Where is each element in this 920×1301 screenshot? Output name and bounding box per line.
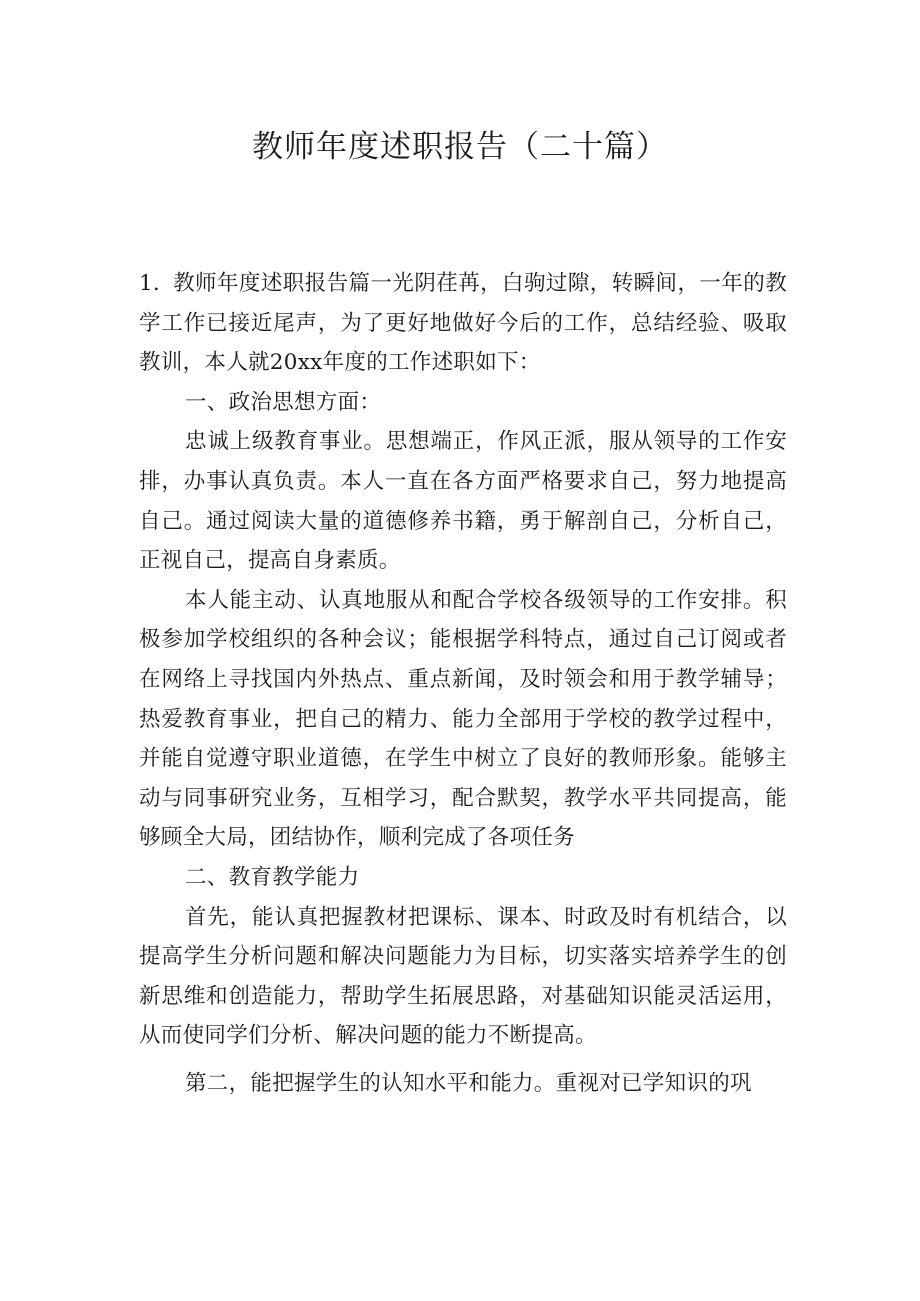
intro-text: 教师年度述职报告篇一光阴荏苒，白驹过隙，转瞬间，一年的教学工作已接近尾声，为了更好地做好今后的工作，总结经验、吸取教训，本人就20xx年度的工作述职如下：	[139, 271, 787, 376]
section-heading-teaching: 二、教育教学能力	[185, 864, 360, 890]
document-title: 教师年度述职报告（二十篇）	[252, 129, 668, 165]
paragraph-teaching-2: 第二，能把握学生的认知水平和能力。重视对已学知识的巩	[185, 1070, 752, 1096]
intro-paragraph	[139, 264, 787, 383]
list-number: 1．	[139, 271, 175, 296]
paragraph-teaching-1: 首先，能认真把握教材把课标、课本、时政及时有机结合，以提高学生分析问题和解决问题能力为目标，切实落实培养学生的创新思维和创造能力，帮助学生拓展思路，对基础知识能灵活运用，从而使同学们分析、解决问题的能力不断提高。	[139, 904, 787, 1049]
section-heading-politics: 一、政治思想方面：	[185, 389, 382, 415]
document-body	[139, 264, 787, 1103]
paragraph-politics-1: 忠诚上级教育事业。思想端正，作风正派，服从领导的工作安排，办事认真负责。本人一直在各方面严格要求自己，努力地提高自己。通过阅读大量的道德修养书籍，勇于解剖自己，分析自己，正视自己，提高自身素质。	[139, 429, 787, 574]
paragraph-politics-2: 本人能主动、认真地服从和配合学校各级领导的工作安排。积极参加学校组织的各种会议；能根据学科特点，通过自己订阅或者在网络上寻找国内外热点、重点新闻，及时领会和用于教学辅导；热爱教育事业，把自己的精力、能力全部用于学校的教学过程中，并能自觉遵守职业道德，在学生中树立了良好的教师形象。能够主动与同事研究业务，互相学习，配合默契，教学水平共同提高，能够顾全大局，团结协作，顺利完成了各项任务	[139, 587, 787, 851]
